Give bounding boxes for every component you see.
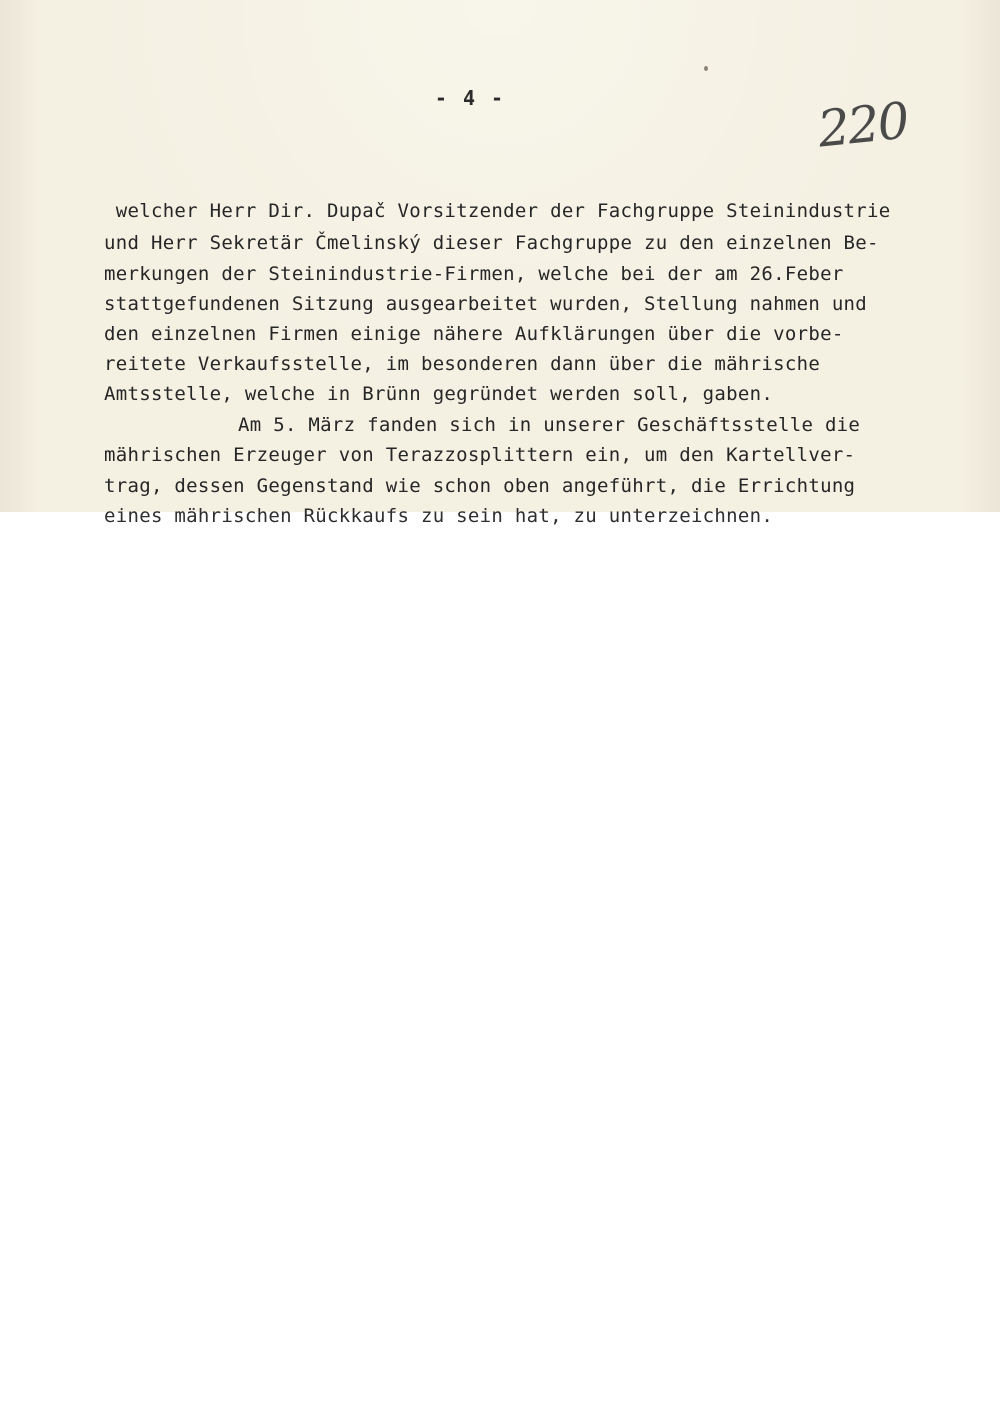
text-line: stattgefundenen Sitzung ausgearbeitet wurden, Stellung nahmen und <box>104 293 868 315</box>
text-line: merkungen der Steinindustrie-Firmen, welche bei der am 26.Feber <box>104 263 844 285</box>
text-line: mährischen Erzeuger von Terazzosplittern ein, um den Kartellver- <box>104 444 856 466</box>
text-line: und Herr Sekretär Čmelinský dieser Fachgruppe zu den einzelnen Be- <box>104 232 879 254</box>
text-line: reitete Verkaufsstelle, im besonderen dann über die mährische <box>104 353 821 375</box>
cut-off-text-line: eines mährischen Rückkaufs zu sein hat, zu unterzeichnen. <box>104 505 774 527</box>
text-line: den einzelnen Firmen einige nähere Aufklärungen über die vorbe- <box>104 323 844 345</box>
typed-paragraph <box>0 0 1000 527</box>
document-page <box>0 0 1000 527</box>
text-line: Amtsstelle, welche in Brünn gegründet werden soll, gaben. <box>104 383 774 405</box>
text-line: trag, dessen Gegenstand wie schon oben angeführt, die Errichtung <box>104 475 856 497</box>
page-number: - 4 - <box>434 86 506 110</box>
handwritten-folio-number: 220 <box>815 91 911 159</box>
text-line: welcher Herr Dir. Dupač Vorsitzender der Fachgruppe Steinindustrie <box>104 200 891 222</box>
text-line-indented: Am 5. März fanden sich in unserer Geschäftsstelle die <box>238 414 861 436</box>
